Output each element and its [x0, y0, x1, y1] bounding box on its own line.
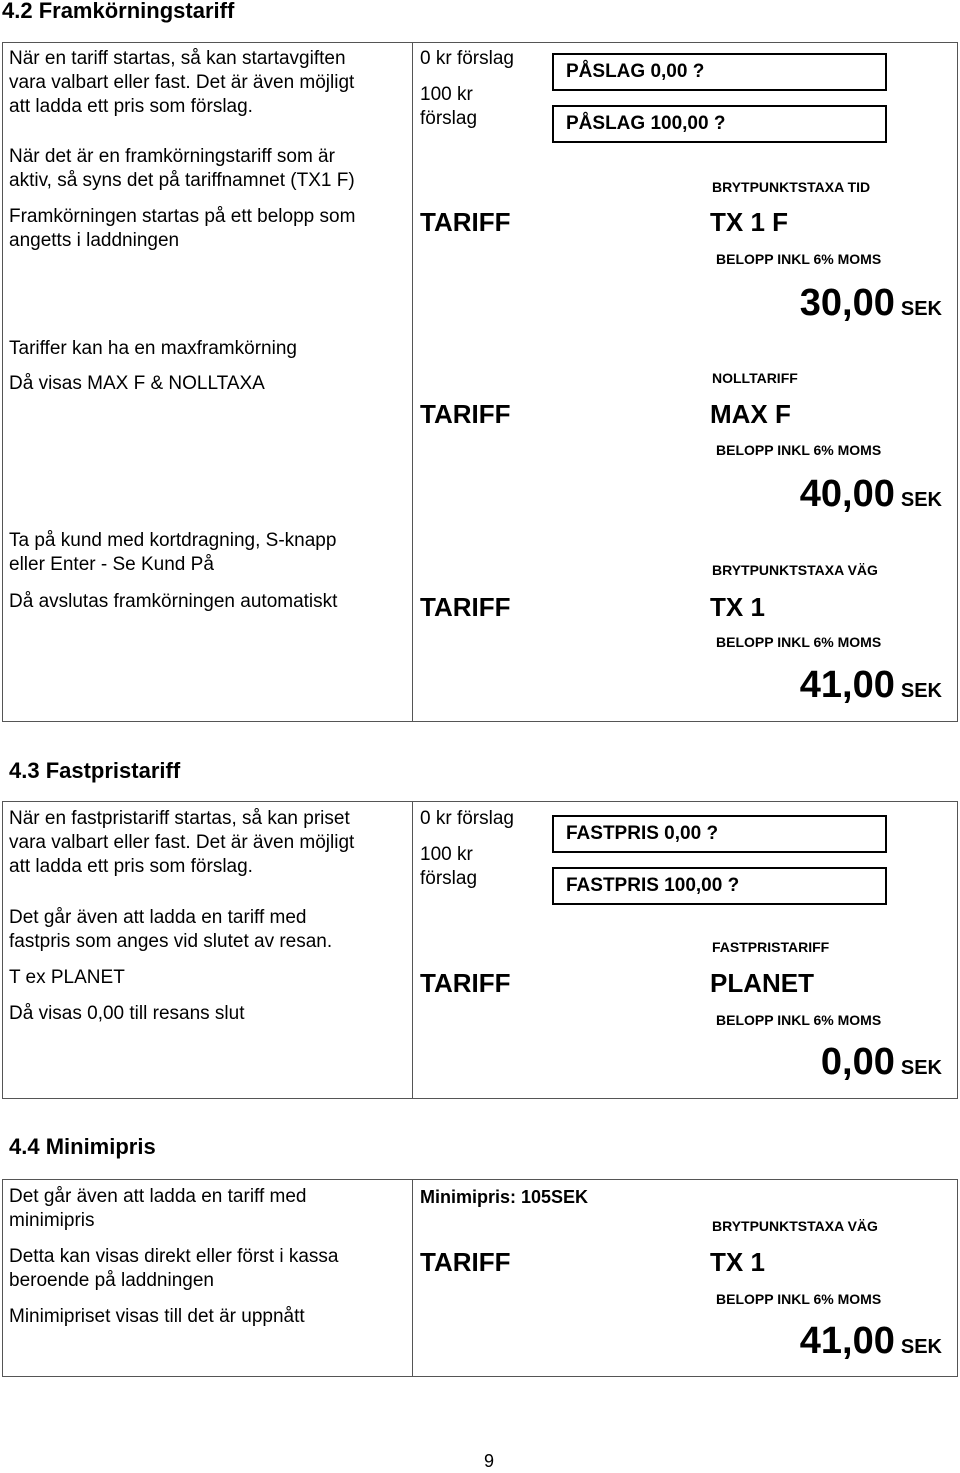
- proposal-label: 0 kr förslag: [420, 808, 514, 829]
- paragraph: Detta kan visas direkt eller först i kassa beroende på laddningen: [9, 1246, 339, 1291]
- amount-display: 30,00 SEK: [799, 282, 942, 324]
- tariff-type-label: FASTPRISTARIFF: [712, 939, 830, 955]
- minimum-price-label: Minimipris: 105SEK: [420, 1187, 589, 1207]
- paragraph: Då visas 0,00 till resans slut: [9, 1003, 245, 1024]
- tariff-label: TARIFF: [420, 592, 511, 622]
- paragraph: Ta på kund med kortdragning, S-knapp eller Enter - Se Kund På: [9, 530, 337, 575]
- table-divider: [412, 42, 413, 721]
- amount-display: 40,00 SEK: [799, 473, 942, 515]
- proposal-label: 100 kr förslag: [420, 844, 478, 889]
- paragraph: Tariffer kan ha en maxframkörning: [9, 338, 297, 359]
- amount-display: 41,00 SEK: [799, 664, 942, 706]
- amount-display: 0,00 SEK: [820, 1041, 942, 1083]
- paragraph: När en fastpristariff startas, så kan priset vara valbart eller fast. Det är även möjligt att ladda ett pris som förslag.: [9, 808, 355, 877]
- tariff-label: TARIFF: [420, 1247, 511, 1277]
- paragraph: Minimipriset visas till det är uppnått: [9, 1306, 305, 1327]
- tariff-label: TARIFF: [420, 207, 511, 237]
- amount-caption: BELOPP INKL 6% MOMS: [716, 442, 882, 458]
- amount-caption: BELOPP INKL 6% MOMS: [716, 1012, 882, 1028]
- section-heading-4-4: 4.4 Minimipris: [9, 1134, 156, 1159]
- amount-display: 41,00 SEK: [799, 1320, 942, 1362]
- table-divider: [412, 801, 413, 1098]
- tariff-name: TX 1: [710, 1247, 765, 1277]
- paragraph: När en tariff startas, så kan startavgiften vara valbart eller fast. Det är även möjligt att ladda ett pris som förslag.: [9, 48, 355, 117]
- table-divider: [412, 1179, 413, 1376]
- tariff-name: MAX F: [710, 399, 791, 429]
- tariff-label: TARIFF: [420, 399, 511, 429]
- amount-caption: BELOPP INKL 6% MOMS: [716, 634, 882, 650]
- paragraph: T ex PLANET: [9, 967, 125, 988]
- proposal-label: 0 kr förslag: [420, 48, 514, 69]
- tariff-type-label: BRYTPUNKTSTAXA VÄG: [712, 562, 878, 578]
- paragraph: När det är en framkörningstariff som är aktiv, så syns det på tariffnamnet (TX1 F): [9, 146, 355, 191]
- tariff-type-label: BRYTPUNKTSTAXA TID: [712, 179, 871, 195]
- paragraph: Då visas MAX F & NOLLTAXA: [9, 373, 265, 394]
- display-box: PÅSLAG 0,00 ?: [552, 53, 887, 91]
- tariff-label: TARIFF: [420, 968, 511, 998]
- paragraph: Det går även att ladda en tariff med fastpris som anges vid slutet av resan.: [9, 907, 333, 952]
- paragraph: Framkörningen startas på ett belopp som angetts i laddningen: [9, 206, 356, 251]
- proposal-label: 100 kr förslag: [420, 84, 478, 129]
- page-number: 9: [484, 1451, 495, 1471]
- display-box: FASTPRIS 100,00 ?: [552, 867, 887, 905]
- display-box: FASTPRIS 0,00 ?: [552, 815, 887, 853]
- tariff-name: TX 1: [710, 592, 765, 622]
- tariff-name: TX 1 F: [710, 207, 789, 237]
- section-heading-4-3: 4.3 Fastpristariff: [9, 758, 181, 783]
- display-box: PÅSLAG 100,00 ?: [552, 105, 887, 143]
- paragraph: Då avslutas framkörningen automatiskt: [9, 591, 338, 612]
- section-heading-4-2: 4.2 Framkörningstariff: [2, 0, 235, 23]
- tariff-type-label: BRYTPUNKTSTAXA VÄG: [712, 1218, 878, 1234]
- amount-caption: BELOPP INKL 6% MOMS: [716, 1291, 882, 1307]
- tariff-type-label: NOLLTARIFF: [712, 370, 798, 386]
- amount-caption: BELOPP INKL 6% MOMS: [716, 251, 882, 267]
- tariff-name: PLANET: [710, 968, 814, 998]
- paragraph: Det går även att ladda en tariff med minimipris: [9, 1186, 307, 1231]
